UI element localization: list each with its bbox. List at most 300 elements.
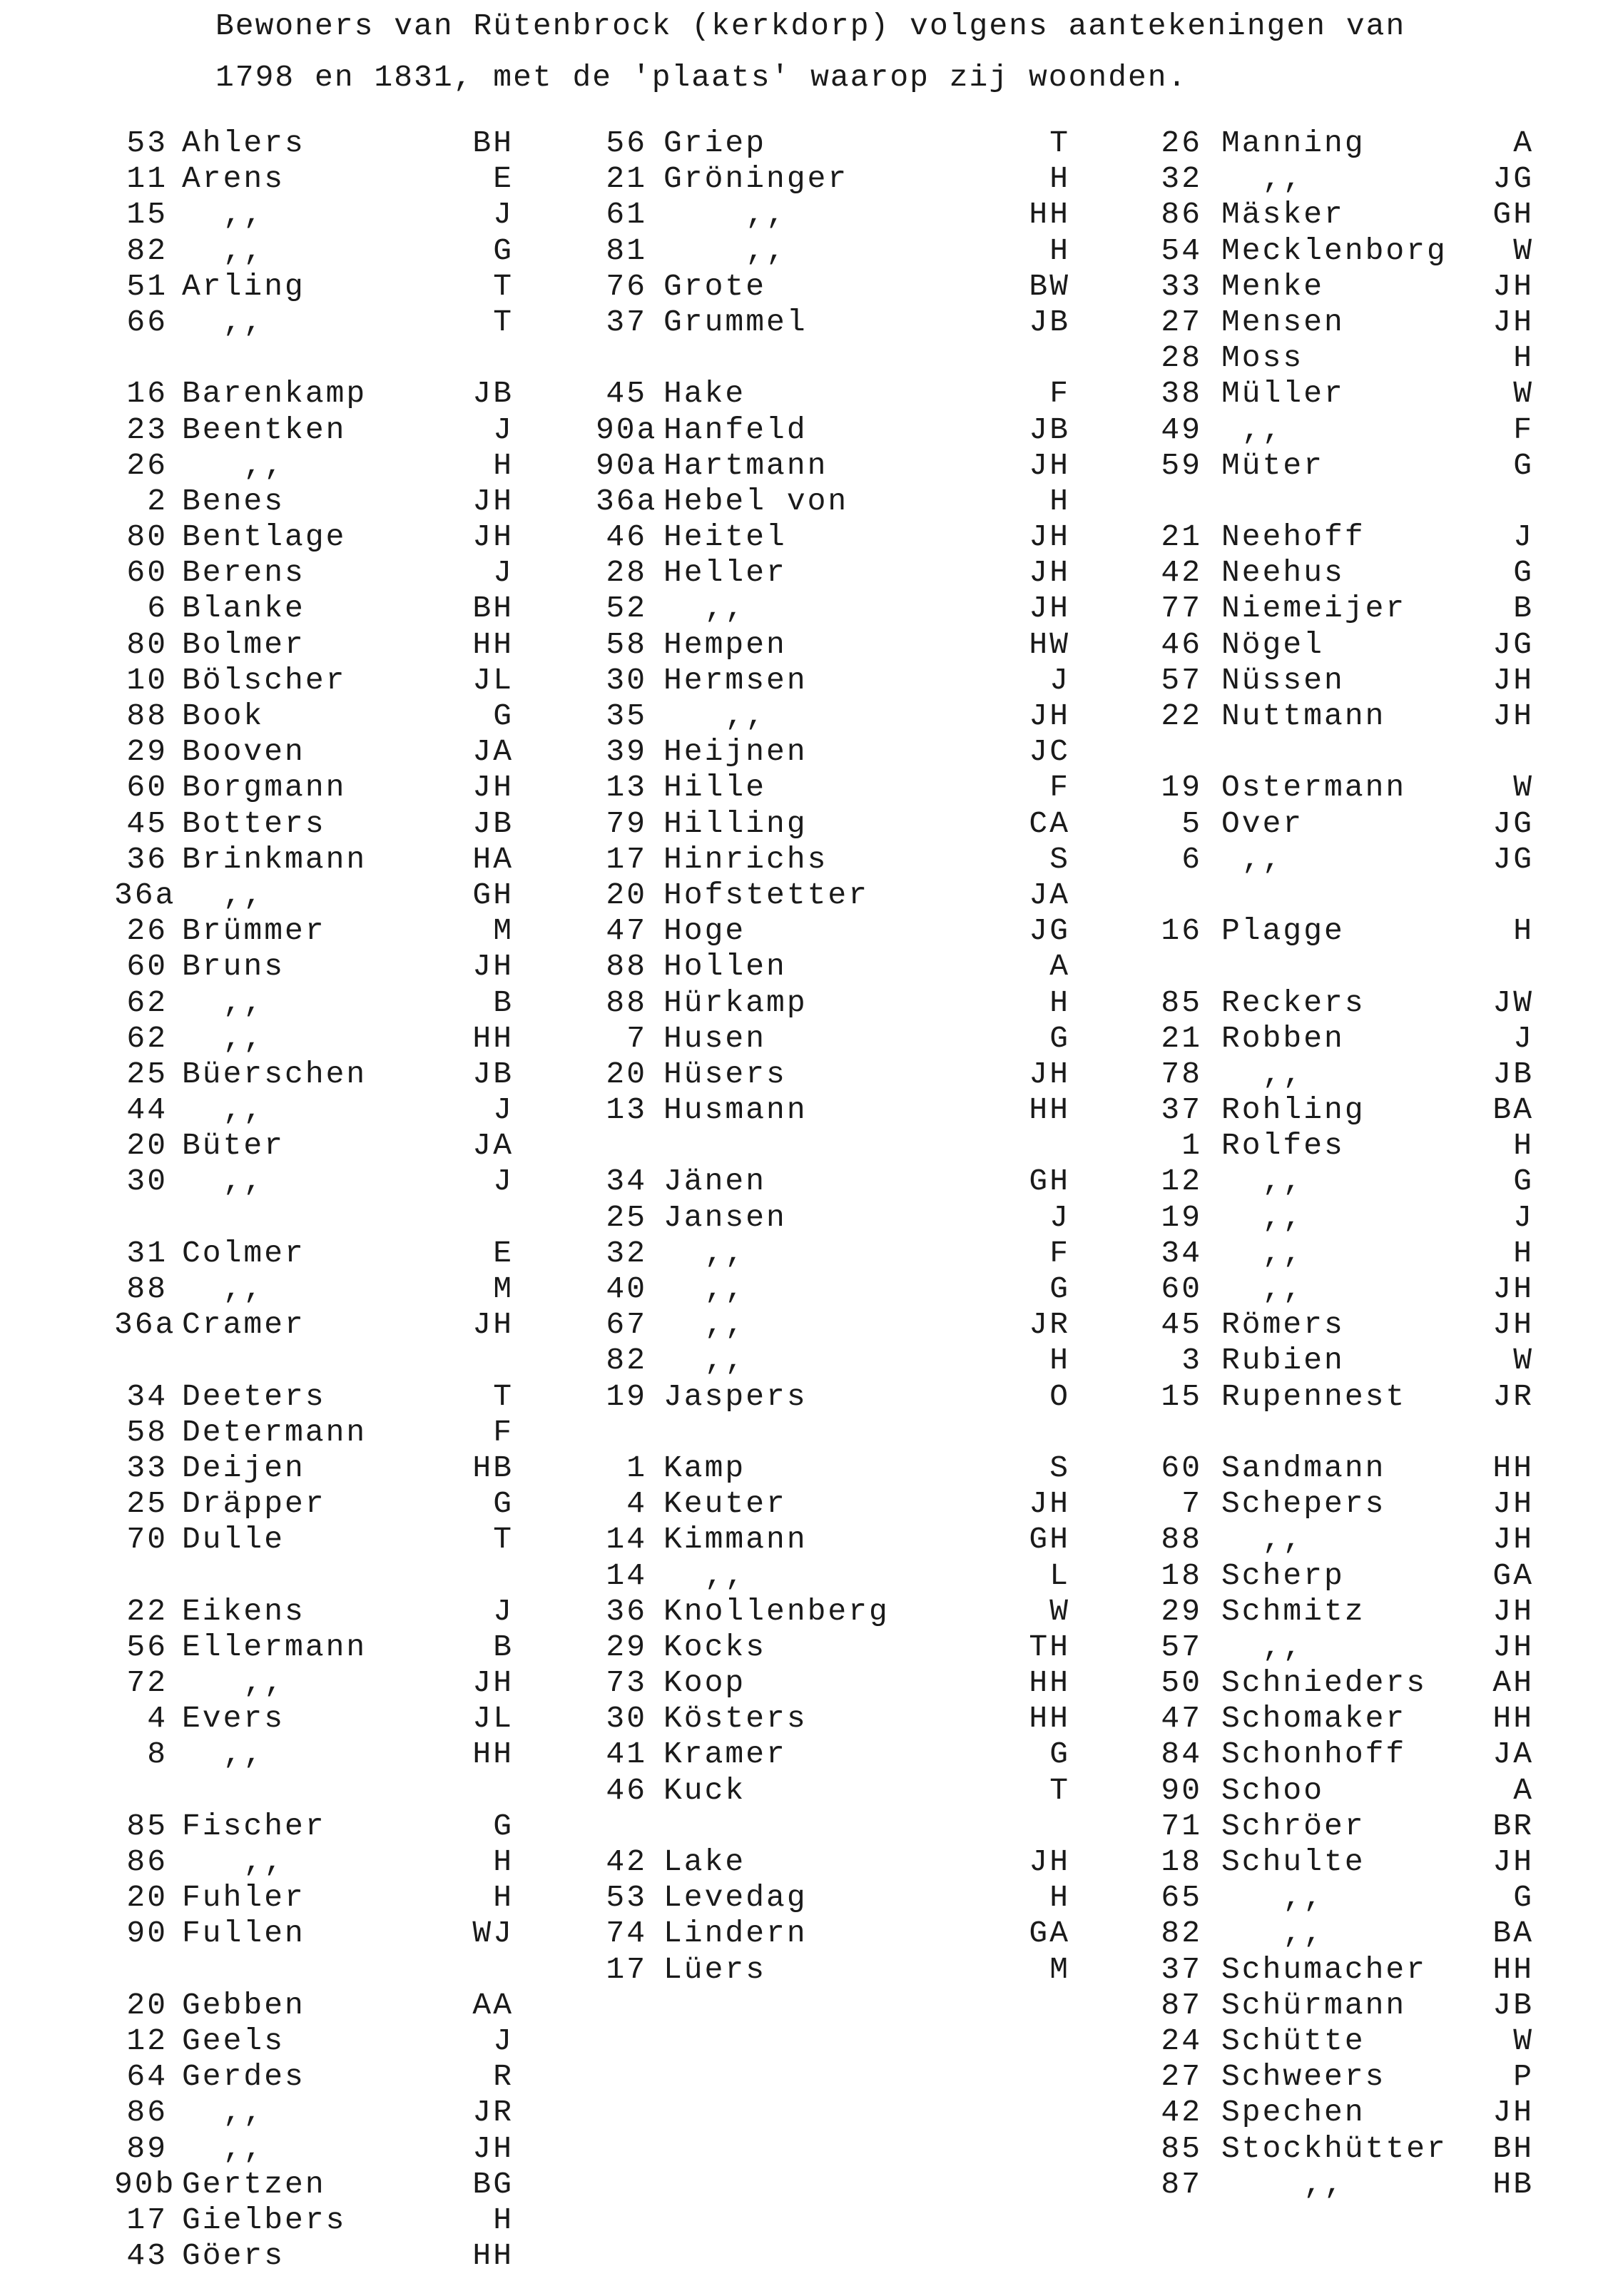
family-name: Bruns xyxy=(182,949,285,985)
resident-entry xyxy=(1156,770,1534,806)
initials: G xyxy=(1049,1737,1070,1772)
resident-entry xyxy=(114,1092,514,1128)
place-number: 18 xyxy=(1161,1844,1202,1879)
place-number: 24 xyxy=(1161,2023,1202,2058)
group-spacer xyxy=(1156,878,1534,913)
resident-entry xyxy=(114,412,514,448)
place-number: 36 xyxy=(126,841,168,877)
place-number: 89 xyxy=(126,2130,168,2166)
place-number: 25 xyxy=(126,1486,168,1522)
initials: JH xyxy=(1029,699,1070,733)
place-number: 21 xyxy=(606,161,647,197)
resident-entry xyxy=(114,1809,514,1844)
family-name: Bentlage xyxy=(182,519,347,555)
family-name: Brümmer xyxy=(182,913,326,949)
resident-entry xyxy=(114,1164,514,1199)
resident-entry xyxy=(114,2023,514,2059)
initials: HH xyxy=(472,626,514,662)
place-number: 37 xyxy=(606,304,647,340)
resident-entry xyxy=(596,1164,1070,1199)
place-number: 47 xyxy=(606,913,647,949)
initials: JH xyxy=(1029,1486,1070,1522)
resident-entry xyxy=(114,1522,514,1558)
place-number: 30 xyxy=(606,1701,647,1737)
place-number: 22 xyxy=(126,1593,168,1629)
place-number: 81 xyxy=(606,233,647,268)
family-name: Gebben xyxy=(182,1987,305,2023)
initials: A xyxy=(1513,1772,1534,1808)
family-name: ,, xyxy=(182,877,265,913)
family-name: Determann xyxy=(182,1414,367,1450)
initials: J xyxy=(493,555,514,591)
place-number: 88 xyxy=(606,985,647,1020)
resident-entry xyxy=(114,1880,514,1916)
initials: W xyxy=(1049,1593,1070,1629)
family-name: ,, xyxy=(182,1092,265,1128)
family-name: ,, xyxy=(663,233,787,268)
place-number: 20 xyxy=(606,1056,647,1092)
initials: JH xyxy=(472,949,514,985)
place-number: 60 xyxy=(126,770,168,806)
family-name: Kimmann xyxy=(663,1522,808,1558)
family-name: ,, xyxy=(663,1235,746,1271)
initials: JG xyxy=(1492,626,1534,662)
place-number: 13 xyxy=(606,1092,647,1128)
place-number: 73 xyxy=(606,1665,647,1701)
place-number: 82 xyxy=(1161,1916,1202,1951)
initials: JH xyxy=(1492,1307,1534,1343)
initials: H xyxy=(1049,1880,1070,1916)
family-name: Rolfes xyxy=(1221,1128,1345,1164)
resident-entry xyxy=(596,1952,1070,1988)
place-number: 32 xyxy=(606,1235,647,1271)
resident-entry xyxy=(114,233,514,269)
resident-entry xyxy=(1156,1880,1534,1916)
place-number: 56 xyxy=(606,126,647,161)
initials: JG xyxy=(1492,806,1534,841)
resident-entry xyxy=(596,842,1070,878)
resident-entry xyxy=(596,412,1070,448)
family-name: Schoo xyxy=(1221,1772,1325,1808)
family-name: Colmer xyxy=(182,1235,305,1271)
initials: HH xyxy=(1029,197,1070,233)
place-number: 20 xyxy=(126,1128,168,1164)
family-name: Lindern xyxy=(663,1916,808,1951)
place-number: 87 xyxy=(1161,2166,1202,2202)
initials: M xyxy=(493,1271,514,1306)
initials: JB xyxy=(1492,1056,1534,1092)
family-name: ,, xyxy=(1221,2166,1345,2202)
resident-entry xyxy=(114,161,514,197)
resident-entry xyxy=(114,1486,514,1522)
place-number: 86 xyxy=(126,1844,168,1879)
initials: JA xyxy=(1492,1737,1534,1772)
family-name: Moss xyxy=(1221,340,1304,376)
initials: JB xyxy=(1492,1987,1534,2023)
place-number: 47 xyxy=(1161,1701,1202,1737)
place-number: 90a xyxy=(596,412,658,447)
resident-entry xyxy=(596,734,1070,770)
initials: HH xyxy=(1492,1701,1534,1737)
initials: JB xyxy=(1029,304,1070,340)
place-number: 31 xyxy=(126,1235,168,1271)
resident-entry xyxy=(596,1737,1070,1772)
family-name: Berens xyxy=(182,555,305,591)
family-name: ,, xyxy=(182,1737,265,1772)
place-number: 56 xyxy=(126,1629,168,1665)
resident-entry xyxy=(114,305,514,340)
place-number: 88 xyxy=(126,1271,168,1306)
family-name: Schürmann xyxy=(1221,1987,1407,2023)
family-name: ,, xyxy=(1221,1522,1304,1558)
place-number: 46 xyxy=(606,519,647,555)
place-number: 14 xyxy=(606,1558,647,1593)
place-number: 36 xyxy=(606,1593,647,1629)
resident-entry xyxy=(596,448,1070,484)
resident-entry xyxy=(114,2131,514,2167)
place-number: 60 xyxy=(126,555,168,591)
resident-entry xyxy=(114,1021,514,1057)
resident-entry xyxy=(596,1200,1070,1236)
family-name: Nuttmann xyxy=(1221,699,1386,733)
initials: H xyxy=(1049,233,1070,268)
place-number: 28 xyxy=(1161,340,1202,376)
family-name: Schumacher xyxy=(1221,1951,1428,1987)
resident-entry xyxy=(596,161,1070,197)
initials: H xyxy=(1049,985,1070,1020)
resident-entry xyxy=(114,376,514,412)
resident-entry xyxy=(114,1701,514,1737)
initials: H xyxy=(1049,1343,1070,1378)
family-name: Jansen xyxy=(663,1199,787,1235)
resident-entry xyxy=(114,448,514,484)
family-name: Römers xyxy=(1221,1307,1345,1343)
initials: J xyxy=(493,412,514,447)
resident-entry xyxy=(1156,1952,1534,1988)
resident-entry xyxy=(114,699,514,734)
initials: W xyxy=(1513,233,1534,268)
family-name: Müter xyxy=(1221,447,1325,483)
place-number: 21 xyxy=(1161,1020,1202,1056)
place-number: 45 xyxy=(126,806,168,841)
place-number: 10 xyxy=(126,662,168,698)
resident-entry xyxy=(1156,1451,1534,1486)
family-name: ,, xyxy=(182,2095,265,2130)
resident-entry xyxy=(1156,233,1534,269)
resident-entry xyxy=(114,1594,514,1630)
initials: JH xyxy=(1492,268,1534,304)
initials: HH xyxy=(1029,1092,1070,1128)
family-name: ,, xyxy=(663,1271,746,1306)
initials: L xyxy=(1049,1558,1070,1593)
initials: GH xyxy=(472,877,514,913)
family-name: Mecklenborg xyxy=(1221,233,1447,268)
initials: O xyxy=(1049,1378,1070,1414)
initials: BA xyxy=(1492,1092,1534,1128)
family-name: Schomaker xyxy=(1221,1701,1407,1737)
family-name: Mäsker xyxy=(1221,197,1345,233)
initials: JL xyxy=(472,662,514,698)
initials: JC xyxy=(1029,734,1070,770)
resident-entry xyxy=(1156,1701,1534,1737)
place-number: 29 xyxy=(126,734,168,770)
document-title-line-2: 1798 en 1831, met de 'plaats' waarop zij woonden. xyxy=(215,60,1188,95)
initials: JH xyxy=(1492,1629,1534,1665)
place-number: 57 xyxy=(1161,662,1202,698)
family-name: Ahlers xyxy=(182,126,305,161)
resident-list-column-3 xyxy=(1156,126,1534,2203)
resident-entry xyxy=(114,913,514,949)
initials: F xyxy=(493,1414,514,1450)
group-spacer xyxy=(114,340,514,376)
resident-entry xyxy=(1156,2023,1534,2059)
place-number: 80 xyxy=(126,519,168,555)
resident-entry xyxy=(114,949,514,985)
initials: W xyxy=(1513,2023,1534,2058)
family-name: Hofstetter xyxy=(663,877,870,913)
family-name: ,, xyxy=(663,1558,746,1593)
resident-entry xyxy=(1156,663,1534,699)
place-number: 16 xyxy=(1161,913,1202,949)
place-number: 23 xyxy=(126,412,168,447)
resident-entry xyxy=(596,1773,1070,1809)
place-number: 71 xyxy=(1161,1808,1202,1844)
resident-entry xyxy=(1156,161,1534,197)
resident-entry xyxy=(596,878,1070,913)
initials: WJ xyxy=(472,1916,514,1951)
resident-entry xyxy=(1156,2167,1534,2203)
family-name: Book xyxy=(182,699,265,733)
resident-entry xyxy=(1156,1737,1534,1772)
family-name: Hüsers xyxy=(663,1056,787,1092)
initials: JR xyxy=(1492,1378,1534,1414)
place-number: 29 xyxy=(606,1629,647,1665)
family-name: Hürkamp xyxy=(663,985,808,1020)
resident-entry xyxy=(114,627,514,663)
resident-entry xyxy=(114,734,514,770)
initials: JH xyxy=(1492,1486,1534,1522)
initials: JH xyxy=(1492,1593,1534,1629)
resident-entry xyxy=(1156,1809,1534,1844)
family-name: Reckers xyxy=(1221,985,1365,1020)
initials: G xyxy=(1513,555,1534,591)
initials: GH xyxy=(1029,1522,1070,1558)
place-number: 58 xyxy=(126,1414,168,1450)
place-number: 27 xyxy=(1161,304,1202,340)
group-spacer xyxy=(596,340,1070,376)
family-name: Bölscher xyxy=(182,662,347,698)
place-number: 17 xyxy=(606,841,647,877)
resident-entry xyxy=(114,1988,514,2023)
place-number: 87 xyxy=(1161,1987,1202,2023)
place-number: 8 xyxy=(147,1737,168,1772)
resident-entry xyxy=(114,1128,514,1164)
family-name: Evers xyxy=(182,1701,285,1737)
family-name: Neehus xyxy=(1221,555,1345,591)
initials: G xyxy=(1049,1020,1070,1056)
family-name: Robben xyxy=(1221,1020,1345,1056)
initials: R xyxy=(493,2059,514,2095)
initials: T xyxy=(493,1522,514,1558)
resident-entry xyxy=(596,1701,1070,1737)
resident-entry xyxy=(1156,1665,1534,1701)
resident-entry xyxy=(596,913,1070,949)
family-name: Gielbers xyxy=(182,2202,347,2237)
family-name: Schröer xyxy=(1221,1808,1365,1844)
family-name: Büerschen xyxy=(182,1056,367,1092)
resident-entry xyxy=(596,663,1070,699)
resident-entry xyxy=(1156,412,1534,448)
place-number: 20 xyxy=(606,877,647,913)
place-number: 1 xyxy=(1181,1128,1202,1164)
resident-entry xyxy=(596,1343,1070,1378)
family-name: Menke xyxy=(1221,268,1325,304)
family-name: Hempen xyxy=(663,626,787,662)
family-name: ,, xyxy=(1221,412,1283,447)
initials: A xyxy=(1513,126,1534,161)
initials: T xyxy=(493,268,514,304)
initials: H xyxy=(1513,1128,1534,1164)
family-name: Kösters xyxy=(663,1701,808,1737)
family-name: ,, xyxy=(182,233,265,268)
family-name: Lake xyxy=(663,1844,746,1879)
place-number: 6 xyxy=(147,591,168,626)
resident-entry xyxy=(1156,1164,1534,1199)
resident-entry xyxy=(1156,1773,1534,1809)
family-name: ,, xyxy=(663,1343,746,1378)
group-spacer xyxy=(1156,949,1534,985)
place-number: 33 xyxy=(126,1450,168,1485)
place-number: 70 xyxy=(126,1522,168,1558)
family-name: Gertzen xyxy=(182,2166,326,2202)
family-name: Deijen xyxy=(182,1450,305,1485)
resident-entry xyxy=(1156,1128,1534,1164)
resident-entry xyxy=(1156,305,1534,340)
place-number: 42 xyxy=(1161,2095,1202,2130)
place-number: 17 xyxy=(126,2202,168,2237)
resident-entry xyxy=(596,1092,1070,1128)
resident-entry xyxy=(596,1451,1070,1486)
initials: HB xyxy=(472,1450,514,1485)
family-name: ,, xyxy=(663,699,767,733)
family-name: Rupennest xyxy=(1221,1378,1407,1414)
family-name: Nögel xyxy=(1221,626,1325,662)
resident-entry xyxy=(596,627,1070,663)
family-name: Hinrichs xyxy=(663,841,828,877)
initials: JB xyxy=(1029,412,1070,447)
place-number: 36a xyxy=(596,483,658,519)
resident-entry xyxy=(596,376,1070,412)
initials: JA xyxy=(472,734,514,770)
family-name: Scherp xyxy=(1221,1558,1345,1593)
initials: B xyxy=(493,985,514,1020)
family-name: Dulle xyxy=(182,1522,285,1558)
resident-entry xyxy=(596,1665,1070,1701)
resident-entry xyxy=(1156,1558,1534,1594)
family-name: ,, xyxy=(182,1164,265,1199)
resident-entry xyxy=(114,1916,514,1951)
family-name: Gerdes xyxy=(182,2059,305,2095)
initials: JH xyxy=(1029,1844,1070,1879)
resident-entry xyxy=(1156,1343,1534,1378)
initials: T xyxy=(1049,1772,1070,1808)
place-number: 78 xyxy=(1161,1056,1202,1092)
initials: W xyxy=(1513,376,1534,412)
initials: H xyxy=(1049,161,1070,197)
place-number: 28 xyxy=(606,555,647,591)
place-number: 30 xyxy=(606,662,647,698)
group-spacer xyxy=(596,1128,1070,1164)
initials: J xyxy=(1513,1020,1534,1056)
place-number: 36a xyxy=(114,877,176,913)
place-number: 90 xyxy=(126,1916,168,1951)
resident-entry xyxy=(114,126,514,161)
family-name: ,, xyxy=(1221,1880,1325,1916)
resident-entry xyxy=(596,949,1070,985)
initials: JA xyxy=(472,1128,514,1164)
initials: BW xyxy=(1029,268,1070,304)
initials: HB xyxy=(1492,2166,1534,2202)
family-name: ,, xyxy=(1221,841,1283,877)
resident-entry xyxy=(114,2238,514,2274)
resident-entry xyxy=(596,555,1070,591)
resident-entry xyxy=(1156,340,1534,376)
family-name: Spechen xyxy=(1221,2095,1365,2130)
place-number: 25 xyxy=(606,1199,647,1235)
place-number: 82 xyxy=(606,1343,647,1378)
initials: GH xyxy=(1492,197,1534,233)
place-number: 3 xyxy=(1181,1343,1202,1378)
resident-entry xyxy=(114,1415,514,1451)
initials: S xyxy=(1049,841,1070,877)
initials: F xyxy=(1049,1235,1070,1271)
family-name: ,, xyxy=(182,1665,285,1701)
initials: BG xyxy=(472,2166,514,2202)
place-number: 54 xyxy=(1161,233,1202,268)
initials: J xyxy=(493,2023,514,2058)
family-name: Kamp xyxy=(663,1450,746,1485)
initials: J xyxy=(493,1092,514,1128)
initials: JH xyxy=(472,483,514,519)
initials: G xyxy=(493,1486,514,1522)
initials: HH xyxy=(1492,1450,1534,1485)
place-number: 61 xyxy=(606,197,647,233)
initials: H xyxy=(1513,340,1534,376)
family-name: Arens xyxy=(182,161,285,197)
initials: HH xyxy=(1029,1665,1070,1701)
resident-entry xyxy=(596,269,1070,305)
family-name: ,, xyxy=(182,1020,265,1056)
initials: JG xyxy=(1492,841,1534,877)
place-number: 90 xyxy=(1161,1772,1202,1808)
place-number: 34 xyxy=(1161,1235,1202,1271)
resident-entry xyxy=(114,985,514,1021)
family-name: Göers xyxy=(182,2238,285,2274)
place-number: 16 xyxy=(126,376,168,412)
initials: BH xyxy=(472,591,514,626)
family-name: Husmann xyxy=(663,1092,808,1128)
initials: W xyxy=(1513,1343,1534,1378)
resident-entry xyxy=(1156,376,1534,412)
family-name: Hartmann xyxy=(663,447,828,483)
place-number: 22 xyxy=(1161,699,1202,733)
place-number: 4 xyxy=(147,1701,168,1737)
place-number: 20 xyxy=(126,1987,168,2023)
resident-entry xyxy=(1156,1379,1534,1415)
resident-entry xyxy=(1156,1988,1534,2023)
initials: G xyxy=(493,233,514,268)
resident-entry xyxy=(114,1057,514,1092)
